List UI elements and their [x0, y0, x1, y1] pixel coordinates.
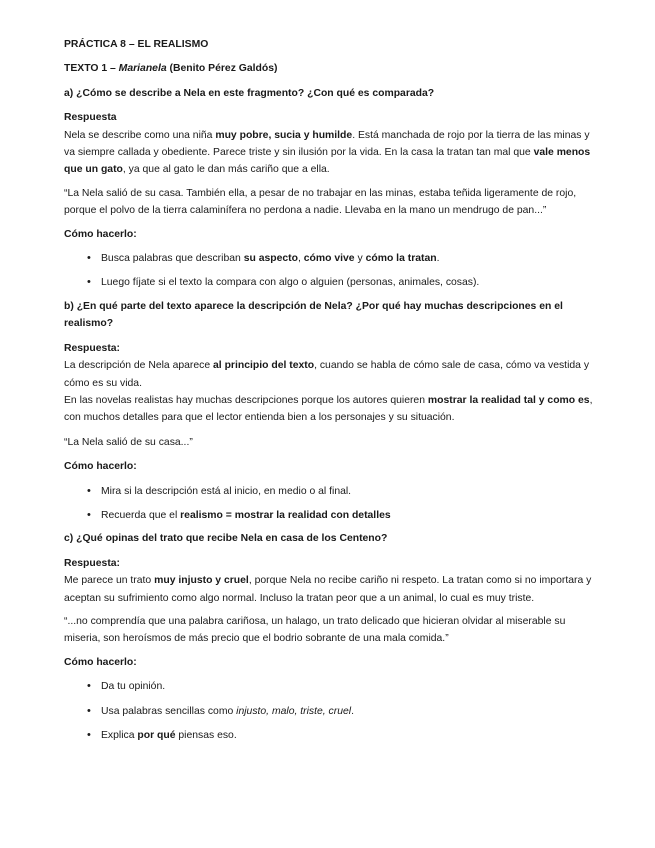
answer-c-label: Respuesta:: [64, 557, 121, 569]
answer-b1-t1: La descripción de Nela aparece: [64, 360, 214, 372]
list-item: [64, 678, 594, 695]
howto-a1-t3: y: [354, 253, 366, 265]
list-item: [64, 250, 594, 267]
answer-c-t1: Me parece un trato: [64, 575, 155, 587]
answer-a-text: [64, 127, 594, 179]
list-item: [64, 703, 594, 720]
quote-c: “...no comprendía que una palabra cariñosa, un halago, un trato delicado que hicieran olvidar al miserable su miseria, son heroísmos de más precio que el bodrio sobrante de una mala comida.”: [64, 615, 566, 645]
answer-b2-t1: En las novelas realistas hay muchas descripciones porque los autores quieren: [64, 394, 428, 406]
answer-b1-t2: , cuando se habla de cómo sale de casa, cómo va vestida y cómo es su vida.: [64, 360, 590, 389]
howto-c2-i1: injusto, malo, triste, cruel: [236, 705, 352, 717]
answer-a-t3: , ya que al gato le dan más cariño que a ella.: [122, 164, 330, 176]
answer-c-b1: muy injusto y cruel: [154, 575, 249, 587]
answer-a-label: Respuesta: [64, 112, 117, 124]
answer-b2-t2: , con muchos detalles para que el lector entienda bien a los personajes y su situación.: [64, 394, 593, 424]
list-item: [64, 483, 594, 500]
howto-a-list: [64, 250, 594, 292]
answer-b-text-1: [64, 357, 594, 392]
answer-b1-b1: al principio del texto: [213, 360, 315, 372]
howto-a1-b3: cómo la tratan: [365, 253, 437, 265]
answer-c-t2: , porque Nela no recibe cariño ni respeto. La tratan como si no importara y aceptan su sufrimiento como algo normal. Incluso la tratan peor que a un animal, lo cual es muy triste.: [64, 575, 592, 604]
answer-b-label: Respuesta:: [64, 342, 121, 354]
howto-c3-b1: por qué: [137, 730, 176, 741]
howto-a-label: Cómo hacerlo:: [64, 228, 137, 240]
howto-c-list: [64, 678, 594, 744]
question-c: c) ¿Qué opinas del trato que recibe Nela en casa de los Centeno?: [64, 533, 388, 545]
howto-a1-b1: su aspecto: [243, 253, 298, 265]
howto-c-label: Cómo hacerlo:: [64, 656, 137, 668]
howto-a2: Luego fíjate si el texto la compara con algo o alguien (personas, animales, cosas).: [101, 277, 480, 289]
list-item: [64, 274, 594, 291]
answer-b-text-2: [64, 392, 594, 427]
answer-a-b1: muy pobre, sucia y humilde: [215, 129, 353, 141]
howto-a1-t1: Busca palabras que describan: [101, 253, 244, 265]
text-heading-work: Marianela: [118, 63, 167, 75]
answer-a-b2: vale menos que un gato: [64, 147, 591, 176]
howto-b1: Mira si la descripción está al inicio, en medio o al final.: [101, 485, 352, 497]
howto-a1-t2: ,: [297, 253, 304, 265]
page-title: PRÁCTICA 8 – EL REALISMO: [64, 39, 209, 50]
question-b: b) ¿En qué parte del texto aparece la descripción de Nela? ¿Por qué hay muchas descripciones en el realismo?: [64, 300, 563, 330]
howto-a1-b2: cómo vive: [303, 253, 355, 265]
quote-b: “La Nela salió de su casa...”: [64, 436, 193, 448]
howto-b-list: [64, 483, 594, 525]
text-heading: [64, 60, 594, 77]
answer-a-t2: . Está manchada de rojo por la tierra de las minas y va siempre callada y obediente. Parece triste y sin ilusión por la vida. En la casa la tratan tan mal que: [64, 129, 590, 159]
howto-c2-t1: Usa palabras sencillas como: [101, 705, 237, 717]
howto-c3-t1: Explica: [101, 730, 138, 741]
list-item: [64, 507, 594, 524]
answer-c-text: [64, 572, 594, 607]
howto-c3-t2: piensas eso.: [175, 730, 237, 741]
howto-c2-t2: .: [351, 705, 354, 717]
howto-c1: Da tu opinión.: [101, 681, 166, 693]
text-heading-prefix: TEXTO 1 –: [64, 63, 119, 75]
quote-a: “La Nela salió de su casa. También ella, a pesar de no trabajar en las minas, estaba teñida ligeramente de rojo, porque el polvo de la tierra calaminífera no perdona a nadie. Llevaba en la mano un mendrugo de pan...”: [64, 187, 577, 217]
howto-b2-t1: Recuerda que el: [101, 509, 181, 521]
document-page: [64, 36, 594, 744]
text-heading-author: (Benito Pérez Galdós): [166, 63, 278, 75]
answer-a-t1: Nela se describe como una niña: [64, 129, 216, 141]
question-a: a) ¿Cómo se describe a Nela en este fragmento? ¿Con qué es comparada?: [64, 87, 435, 99]
list-item: [64, 727, 594, 744]
howto-a1-t4: .: [436, 253, 440, 265]
howto-b-label: Cómo hacerlo:: [64, 461, 137, 473]
howto-b2-b1: realismo = mostrar la realidad con detalles: [180, 509, 391, 521]
answer-b2-b1: mostrar la realidad tal y como es: [427, 394, 590, 406]
